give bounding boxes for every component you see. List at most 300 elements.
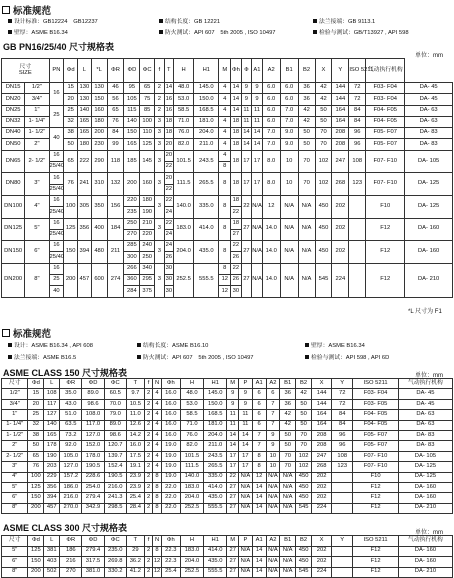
table-cell: 180	[78, 139, 92, 150]
table-cell: 8	[219, 173, 231, 196]
table-cell: 14	[227, 441, 239, 451]
table-cell: N/A	[266, 503, 280, 513]
table-cell: 414.0	[204, 546, 227, 557]
table-cell: 11	[252, 105, 263, 116]
table-cell: DN80	[2, 173, 25, 196]
table-cell	[332, 493, 353, 503]
table-cell: 9	[227, 399, 239, 409]
table-cell: 7	[252, 441, 266, 451]
table-cell: N/A	[266, 493, 280, 503]
table-cell: DN100	[2, 195, 25, 218]
table-row	[2, 173, 453, 184]
header-cell: H1	[194, 59, 219, 83]
table-cell: 22	[231, 241, 242, 252]
table-cell: 208	[312, 430, 332, 440]
table-cell: N/A	[239, 482, 253, 492]
table-cell: 16	[164, 105, 174, 116]
table-cell: 480	[91, 241, 107, 264]
table-cell: 18	[231, 195, 242, 206]
table-cell: DN50	[2, 139, 25, 150]
table-cell: 310	[91, 173, 107, 196]
table-cell	[349, 241, 366, 264]
table-cell: 50	[315, 105, 332, 116]
table-cell: DA- 83	[405, 128, 453, 139]
table-cell: 450	[315, 195, 332, 218]
table-cell: 12	[219, 286, 231, 297]
standard-text: 结构长度：ASME B16.10	[143, 343, 209, 349]
table-cell: 53.0	[180, 399, 203, 409]
table-cell: 265.5	[204, 462, 227, 472]
table-cell: 14	[252, 567, 266, 578]
header-cell: PN	[49, 59, 64, 83]
table-cell: 70	[298, 173, 315, 196]
table-cell: 17	[239, 462, 253, 472]
table-cell: 11	[241, 116, 252, 127]
table-cell: N/A	[298, 263, 315, 297]
table-cell: 216.0	[104, 482, 126, 492]
table2-title: ASME CLASS 150 尺寸规格表	[3, 368, 128, 378]
table-row	[2, 472, 453, 482]
table-cell: 4	[219, 139, 231, 150]
table-cell: 16	[49, 241, 64, 252]
table-cell: 16	[49, 150, 64, 161]
standard-item	[8, 16, 98, 25]
table-cell: N/A	[280, 218, 298, 241]
table-cell: 82.0	[180, 441, 203, 451]
table-cell: 2	[144, 420, 152, 430]
table-cell: 50	[28, 441, 44, 451]
table-cell: 36	[298, 83, 315, 94]
header-cell: A1	[252, 379, 266, 389]
table-cell: 9.0	[280, 128, 298, 139]
table-cell: 36	[298, 94, 315, 105]
table-cell: 30	[164, 263, 174, 274]
table-cell: 25.4	[161, 567, 180, 578]
table-cell: 12	[252, 472, 266, 482]
table-cell: 5"	[2, 546, 28, 557]
table-cell: 502	[44, 567, 60, 578]
header-cell: H1	[204, 379, 227, 389]
table-cell: DN200	[2, 263, 25, 297]
table-cell: 84	[107, 128, 124, 139]
header-cell: ISO 5211	[353, 379, 399, 389]
table-row	[2, 462, 453, 472]
table-cell: 16	[49, 263, 64, 274]
table-cell: 65	[140, 83, 155, 94]
header-cell: H	[180, 536, 203, 547]
table-cell: 70	[296, 430, 312, 440]
table-cell: 164	[312, 420, 332, 430]
table-header-row	[2, 536, 453, 547]
table-cell: 140.0	[174, 195, 194, 218]
table-cell: 24	[164, 207, 174, 218]
table-row	[2, 410, 453, 420]
table-cell: 185	[124, 150, 140, 173]
bullet-icon	[137, 343, 141, 347]
table-cell: DN150	[2, 241, 25, 264]
table-cell: 190.5	[82, 462, 104, 472]
table-cell: 204.0	[180, 557, 203, 568]
table-cell: 84	[332, 420, 353, 430]
table-cell: 450	[296, 472, 312, 482]
table-cell: 16.0	[161, 399, 180, 409]
table-cell: 58.5	[180, 410, 203, 420]
table-cell: 14	[252, 503, 266, 513]
table3-body	[2, 546, 453, 578]
table-cell: DA- 63	[398, 410, 452, 420]
table-cell: 22	[231, 207, 242, 218]
table-cell: 10	[266, 451, 280, 461]
header-cell: ΦC	[104, 379, 126, 389]
table-cell: F07- F10	[353, 451, 399, 461]
table-row	[2, 105, 453, 116]
table-cell: 15	[28, 389, 44, 399]
table-cell: 27	[227, 493, 239, 503]
header-cell: Φd	[64, 59, 78, 83]
table-cell: 105.0	[60, 451, 82, 461]
table-cell: N/A	[280, 241, 298, 264]
table-cell: 18	[164, 116, 174, 127]
table-header-row	[2, 59, 453, 83]
table-cell: 16	[164, 94, 174, 105]
table-cell: 450	[296, 482, 312, 492]
table-cell: 98.6	[104, 430, 126, 440]
table-cell: 290	[91, 150, 107, 173]
table-cell: N/A	[280, 546, 296, 557]
table-cell: 132	[107, 173, 124, 196]
header-cell: Y	[332, 536, 353, 547]
table-cell: 96	[332, 430, 353, 440]
table-cell: N/A	[239, 557, 253, 568]
table-cell: DA- 63	[405, 116, 453, 127]
table-cell: 14	[252, 128, 263, 139]
table-cell: 165	[78, 116, 92, 127]
table-cell: 11	[239, 410, 253, 420]
standard-item	[305, 352, 389, 361]
table-cell: 8	[153, 503, 161, 513]
table-cell: 228.6	[82, 472, 104, 482]
table-cell: 224	[332, 263, 349, 297]
table-cell: 545	[315, 263, 332, 297]
table-cell: 130	[78, 83, 92, 94]
table-cell: DA- 105	[405, 150, 453, 173]
table-cell: 14	[252, 557, 266, 568]
header-cell: T	[126, 379, 144, 389]
table-cell: 101.5	[174, 150, 194, 173]
table-cell: 211.0	[204, 441, 227, 451]
table-cell: 14.0	[262, 218, 280, 241]
table-cell: 3	[155, 139, 165, 150]
table-cell: DN32	[2, 116, 25, 127]
table-cell: 25.4	[126, 493, 144, 503]
table-cell: 4	[153, 399, 161, 409]
table-cell: 1- 1/2"	[25, 128, 49, 139]
table-cell: 16.0	[161, 430, 180, 440]
standard-item	[159, 27, 276, 36]
table-cell: DN20	[2, 94, 25, 105]
table-cell: 11	[241, 105, 252, 116]
table-cell: 38	[64, 128, 78, 139]
table-cell: 7	[266, 420, 280, 430]
table-cell: 27	[227, 546, 239, 557]
table-cell: 186.0	[60, 482, 82, 492]
table-cell: DN65	[2, 150, 25, 173]
bullet-icon	[313, 30, 317, 34]
table-cell: 8"	[2, 567, 28, 578]
table-cell: 46	[107, 83, 124, 94]
table-cell: 435.0	[204, 493, 227, 503]
table-cell: 555.5	[204, 567, 227, 578]
header-cell: A1	[252, 536, 266, 547]
table-cell: 22	[241, 195, 252, 218]
table-cell: 48.0	[180, 389, 203, 399]
table-cell: 9	[266, 441, 280, 451]
table-cell: 360	[124, 275, 140, 286]
table-cell: 178	[44, 441, 60, 451]
table-cell: 186	[60, 546, 82, 557]
table-cell: F05- F07	[366, 128, 405, 139]
standard-text: 法兰接端：ASME B16.5	[14, 355, 77, 361]
table-cell: 140	[124, 116, 140, 127]
table-cell: 144	[312, 399, 332, 409]
table-cell: 2	[144, 462, 152, 472]
checkbox-square-icon	[2, 6, 10, 14]
table-cell: 20	[164, 173, 174, 184]
table-cell: 117.0	[82, 420, 104, 430]
header-cell: P	[239, 536, 253, 547]
table-cell: 72	[332, 399, 353, 409]
checkbox-square-icon	[2, 329, 10, 337]
table-cell	[332, 503, 353, 513]
table-cell: DA- 105	[398, 451, 452, 461]
gb-size-table	[1, 58, 453, 298]
table-row	[2, 441, 453, 451]
table-cell: 120.7	[104, 441, 126, 451]
table-cell: N/A	[298, 218, 315, 241]
table-cell: 101.5	[180, 451, 203, 461]
header-cell: H	[180, 379, 203, 389]
table-cell: 53.0	[174, 94, 194, 105]
table-cell: DN40	[2, 128, 25, 139]
table-cell: 22	[164, 218, 174, 229]
table-cell: 79.0	[104, 410, 126, 420]
table-cell: 400	[91, 218, 107, 241]
table-cell: 235	[124, 207, 140, 218]
table-cell: 75	[140, 94, 155, 105]
table-cell: F12	[353, 493, 399, 503]
table-cell: 30	[164, 286, 174, 297]
table-cell: 102	[315, 150, 332, 173]
table-row	[2, 218, 453, 229]
table-cell: F05- F07	[366, 139, 405, 150]
table-cell: 22	[231, 263, 242, 274]
table-cell: 139.7	[104, 451, 126, 461]
table-cell: 76	[64, 173, 78, 196]
table-cell: 117	[44, 399, 60, 409]
standard-text: 设计：ASME B16.34 , API 608	[14, 343, 93, 349]
table-cell: 3"	[25, 173, 49, 196]
table-cell: 30	[164, 275, 174, 286]
table-cell: 2	[144, 430, 152, 440]
table-cell: 335.0	[204, 472, 227, 482]
table-cell: 17.5	[126, 451, 144, 461]
table-cell: 27	[241, 218, 252, 241]
table-cell: 545	[296, 503, 312, 513]
table-cell: N/A	[280, 493, 296, 503]
table-cell: 22.3	[161, 546, 180, 557]
table-cell: 100	[64, 195, 78, 218]
table-cell: 108	[332, 451, 353, 461]
table-cell: 220	[140, 229, 155, 240]
table-cell: 295	[140, 275, 155, 286]
table-cell	[332, 546, 353, 557]
table-cell: 4	[153, 441, 161, 451]
table-cell: 18	[231, 128, 242, 139]
table-row	[2, 116, 453, 127]
header-cell: *L	[91, 59, 107, 83]
table-row	[2, 150, 453, 161]
table-cell: N/A	[280, 472, 296, 482]
table-cell: DN25	[2, 105, 25, 116]
table-cell: 268	[332, 173, 349, 196]
table-cell: 300	[124, 252, 140, 263]
table-cell: 12.6	[126, 420, 144, 430]
table-cell: 230	[91, 139, 107, 150]
table-cell: 18	[164, 128, 174, 139]
table-cell: 16	[49, 195, 64, 206]
section-title-text: 标准规范	[13, 6, 52, 17]
table-cell: 73.2	[60, 430, 82, 440]
table-cell: DA- 83	[398, 441, 452, 451]
table-cell: 22.0	[161, 493, 180, 503]
table-cell: 555.5	[204, 503, 227, 513]
table-cell: 42	[296, 389, 312, 399]
table-cell: 202	[312, 546, 332, 557]
standard-item	[8, 340, 93, 349]
table-cell: 3"	[2, 462, 28, 472]
table-cell: 105	[124, 94, 140, 105]
table-cell: 200	[28, 503, 44, 513]
header-cell: Φh	[161, 379, 180, 389]
table-cell: DA- 45	[405, 83, 453, 94]
table-cell: 1"	[2, 410, 28, 420]
table-cell: 17	[241, 173, 252, 196]
table-cell	[349, 263, 366, 297]
table-cell: DA- 160	[398, 546, 452, 557]
table-cell: 8	[252, 462, 266, 472]
header-cell: M	[219, 59, 231, 83]
table-cell: 70	[280, 462, 296, 472]
table-cell: 14	[231, 83, 242, 94]
header-cell: ΦD	[82, 379, 104, 389]
table-cell: 25/40	[49, 252, 64, 263]
table-row	[2, 482, 453, 492]
table-cell: 25/40	[49, 184, 64, 195]
table-cell: N/A	[266, 482, 280, 492]
table-cell: 27	[227, 567, 239, 578]
standard-item	[137, 352, 254, 361]
table-cell: 450	[315, 241, 332, 264]
table-cell: 16	[49, 173, 64, 184]
table-cell: 150	[28, 493, 44, 503]
table-cell: 2	[155, 83, 165, 94]
table-cell: 16.0	[161, 410, 180, 420]
table-cell: 14	[241, 128, 252, 139]
table-cell: N/A	[266, 472, 280, 482]
header-cell: X	[315, 59, 332, 83]
table-cell: 36	[280, 399, 296, 409]
table-row	[2, 567, 453, 578]
table-cell: F04- F05	[366, 116, 405, 127]
table-cell: 145	[140, 150, 155, 173]
table-cell: 204.0	[174, 241, 194, 264]
table-cell: 381.0	[82, 567, 104, 578]
table-cell: 450	[296, 493, 312, 503]
header-cell: ΦD	[82, 536, 104, 547]
table-cell: F07- F10	[366, 173, 405, 196]
table2-body	[2, 389, 453, 514]
table-cell: 200	[91, 128, 107, 139]
header-cell: 尺寸	[2, 536, 28, 547]
table-cell: 30	[231, 286, 242, 297]
table-cell: 85	[140, 105, 155, 116]
table-cell: 14	[231, 105, 242, 116]
table-cell: 160	[140, 173, 155, 196]
table-cell: 200	[124, 173, 140, 196]
table-cell: 144	[332, 83, 349, 94]
table-cell: 17	[227, 462, 239, 472]
table-cell: 65	[64, 150, 78, 173]
table-cell: 41.2	[126, 567, 144, 578]
table-cell: 340	[140, 263, 155, 274]
table-cell: 216.0	[60, 493, 82, 503]
table-cell: DA- 83	[398, 430, 452, 440]
table-cell: 89.0	[82, 389, 104, 399]
table-cell: 50	[296, 399, 312, 409]
table-cell: 18	[231, 173, 242, 196]
table-cell: 8	[153, 482, 161, 492]
table-cell: 50	[64, 139, 78, 150]
section-title-text: 标准规范	[13, 329, 52, 340]
standard-item	[159, 16, 220, 25]
table-cell: 99	[107, 139, 124, 150]
table-cell: N/A	[239, 503, 253, 513]
header-cell: A1	[252, 59, 263, 83]
table-cell: 84	[332, 410, 353, 420]
table-cell: 14.0	[262, 263, 280, 297]
table-row	[2, 546, 453, 557]
standard-text: 结构长度：GB 12221	[165, 19, 221, 25]
table-cell: N/A	[266, 567, 280, 578]
table-cell: 183.0	[180, 482, 203, 492]
table3-title: ASME CLASS 300 尺寸规格表	[3, 523, 128, 533]
table-cell: 29	[126, 546, 144, 557]
table-cell: 9.7	[126, 389, 144, 399]
table-cell: DA- 125	[405, 195, 453, 218]
table-cell: 42	[315, 83, 332, 94]
table-cell: 305	[78, 195, 92, 218]
table-cell: 6.0	[262, 83, 280, 94]
table-cell: 42	[315, 94, 332, 105]
table-cell: F05- F07	[353, 430, 399, 440]
table-cell: 70	[315, 128, 332, 139]
table-cell: 342.9	[82, 503, 104, 513]
table-cell: 211	[107, 241, 124, 264]
table-cell: 204.0	[204, 430, 227, 440]
table-cell: 27	[241, 241, 252, 264]
table-cell: F10	[366, 195, 405, 218]
table-cell: 4"	[25, 195, 49, 218]
